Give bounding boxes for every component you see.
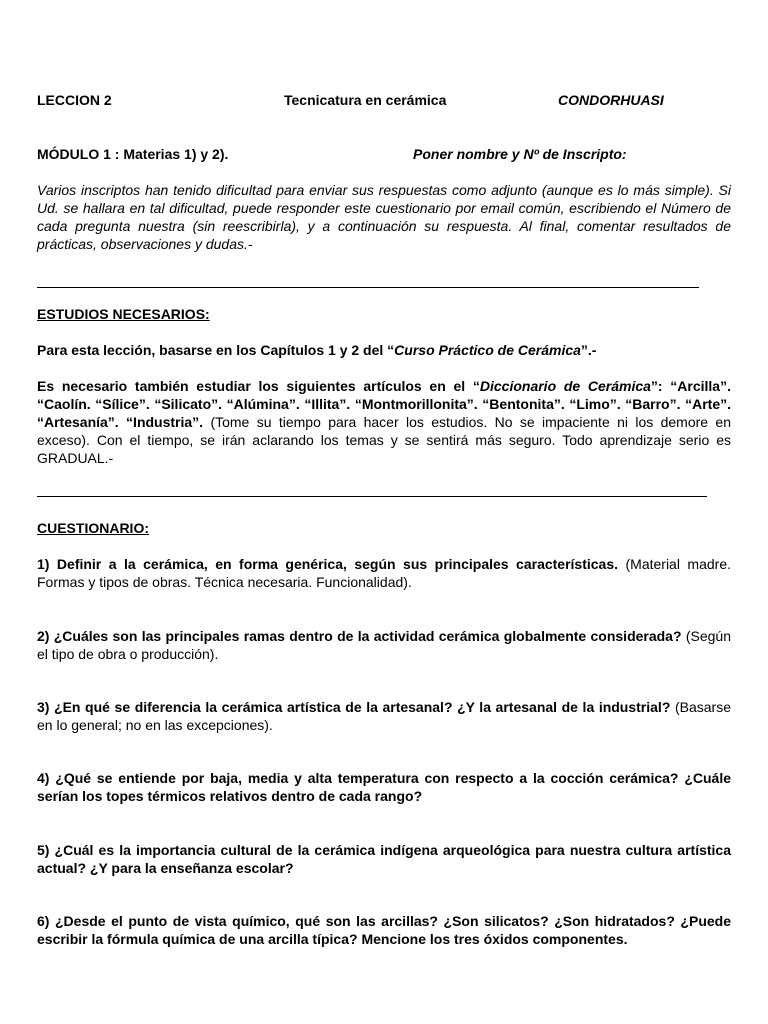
divider-line (37, 496, 707, 497)
question-hint: (Según el tipo de obra o producción). (37, 628, 731, 662)
question-5 (37, 841, 731, 877)
question-text: 6) ¿Desde el punto de vista químico, qué son las arcillas? ¿Son silicatos? ¿Son hidratados? ¿Puede escribir la fórmula química de una arcilla típica? Mencione los tres óxidos componentes. (37, 913, 731, 947)
question-text: 2) ¿Cuáles son las principales ramas dentro de la actividad cerámica globalmente considerada? (37, 628, 682, 644)
divider-line (37, 287, 699, 288)
studies-paragraph-2 (37, 377, 731, 467)
question-text: 5) ¿Cuál es la importancia cultural de la cerámica indígena arqueológica para nuestra cultura artística actual? ¿Y para la enseñanza escolar? (37, 842, 731, 876)
studies-p2-lead: Es necesario también estudiar los siguientes artículos en el “ (37, 378, 480, 394)
lesson-label: LECCION 2 (37, 92, 112, 108)
name-prompt: Poner nombre y Nº de Inscripto: (413, 146, 627, 162)
studies-p2-book: Diccionario de Cerámica (479, 378, 651, 394)
question-3 (37, 698, 731, 734)
school-name: CONDORHUASI (558, 92, 664, 108)
course-title: Tecnicatura en cerámica (284, 92, 447, 108)
question-1 (37, 555, 731, 591)
question-hint: (Basarse en lo general; no en las excepciones). (37, 699, 731, 733)
questionnaire-heading: CUESTIONARIO: (37, 520, 149, 536)
studies-p1-book: Curso Práctico de Cerámica (394, 342, 581, 358)
module-label: MÓDULO 1 : Materias 1) y 2). (37, 146, 229, 162)
question-text: 3) ¿En qué se diferencia la cerámica artística de la artesanal? ¿Y la artesanal de la industrial? (37, 699, 671, 715)
studies-p2-articles: ”: “Arcilla”. “Caolín. “Sílice”. “Silicato”. “Alúmina”. “Illita”. “Montmorillonita”. “Bentonita”. “Limo”. “Barro”. “Arte”. “Artesanía”. “Industria”. (37, 378, 731, 430)
question-2 (37, 627, 731, 663)
question-text: 4) ¿Qué se entiende por baja, media y alta temperatura con respecto a la cocción cerámica? ¿Cuále serían los topes térmicos relativos dentro de cada rango? (37, 770, 731, 804)
question-hint: (Material madre. Formas y tipos de obras. Técnica necesaria. Funcionalidad). (37, 556, 731, 590)
question-6 (37, 912, 731, 948)
studies-p1-lead: Para esta lección, basarse en los Capítulos 1 y 2 del “ (37, 342, 395, 358)
studies-paragraph-1 (37, 341, 731, 359)
studies-p1-tail: ”.- (580, 342, 597, 358)
question-4 (37, 769, 731, 805)
studies-p2-note: (Tome su tiempo para hacer los estudios. No se impaciente ni los demore en exceso). Con el tiempo, se irán aclarando los temas y se sentirá más seguro. Todo aprendizaje serio es GRADUAL.- (37, 414, 732, 466)
intro-paragraph: Varios inscriptos han tenido dificultad para enviar sus respuestas como adjunto (aunque es lo más simple). Si Ud. se hallara en tal dificultad, puede responder este cuestionario por email común, escribiendo el Número de cada pregunta nuestra (sin reescribirla), y a continuación su respuesta. Al final, comentar resultados de prácticas, observaciones y dudas.- (37, 182, 731, 252)
question-text: 1) Definir a la cerámica, en forma genérica, según sus principales características. (37, 556, 619, 572)
studies-heading: ESTUDIOS NECESARIOS: (37, 306, 210, 322)
